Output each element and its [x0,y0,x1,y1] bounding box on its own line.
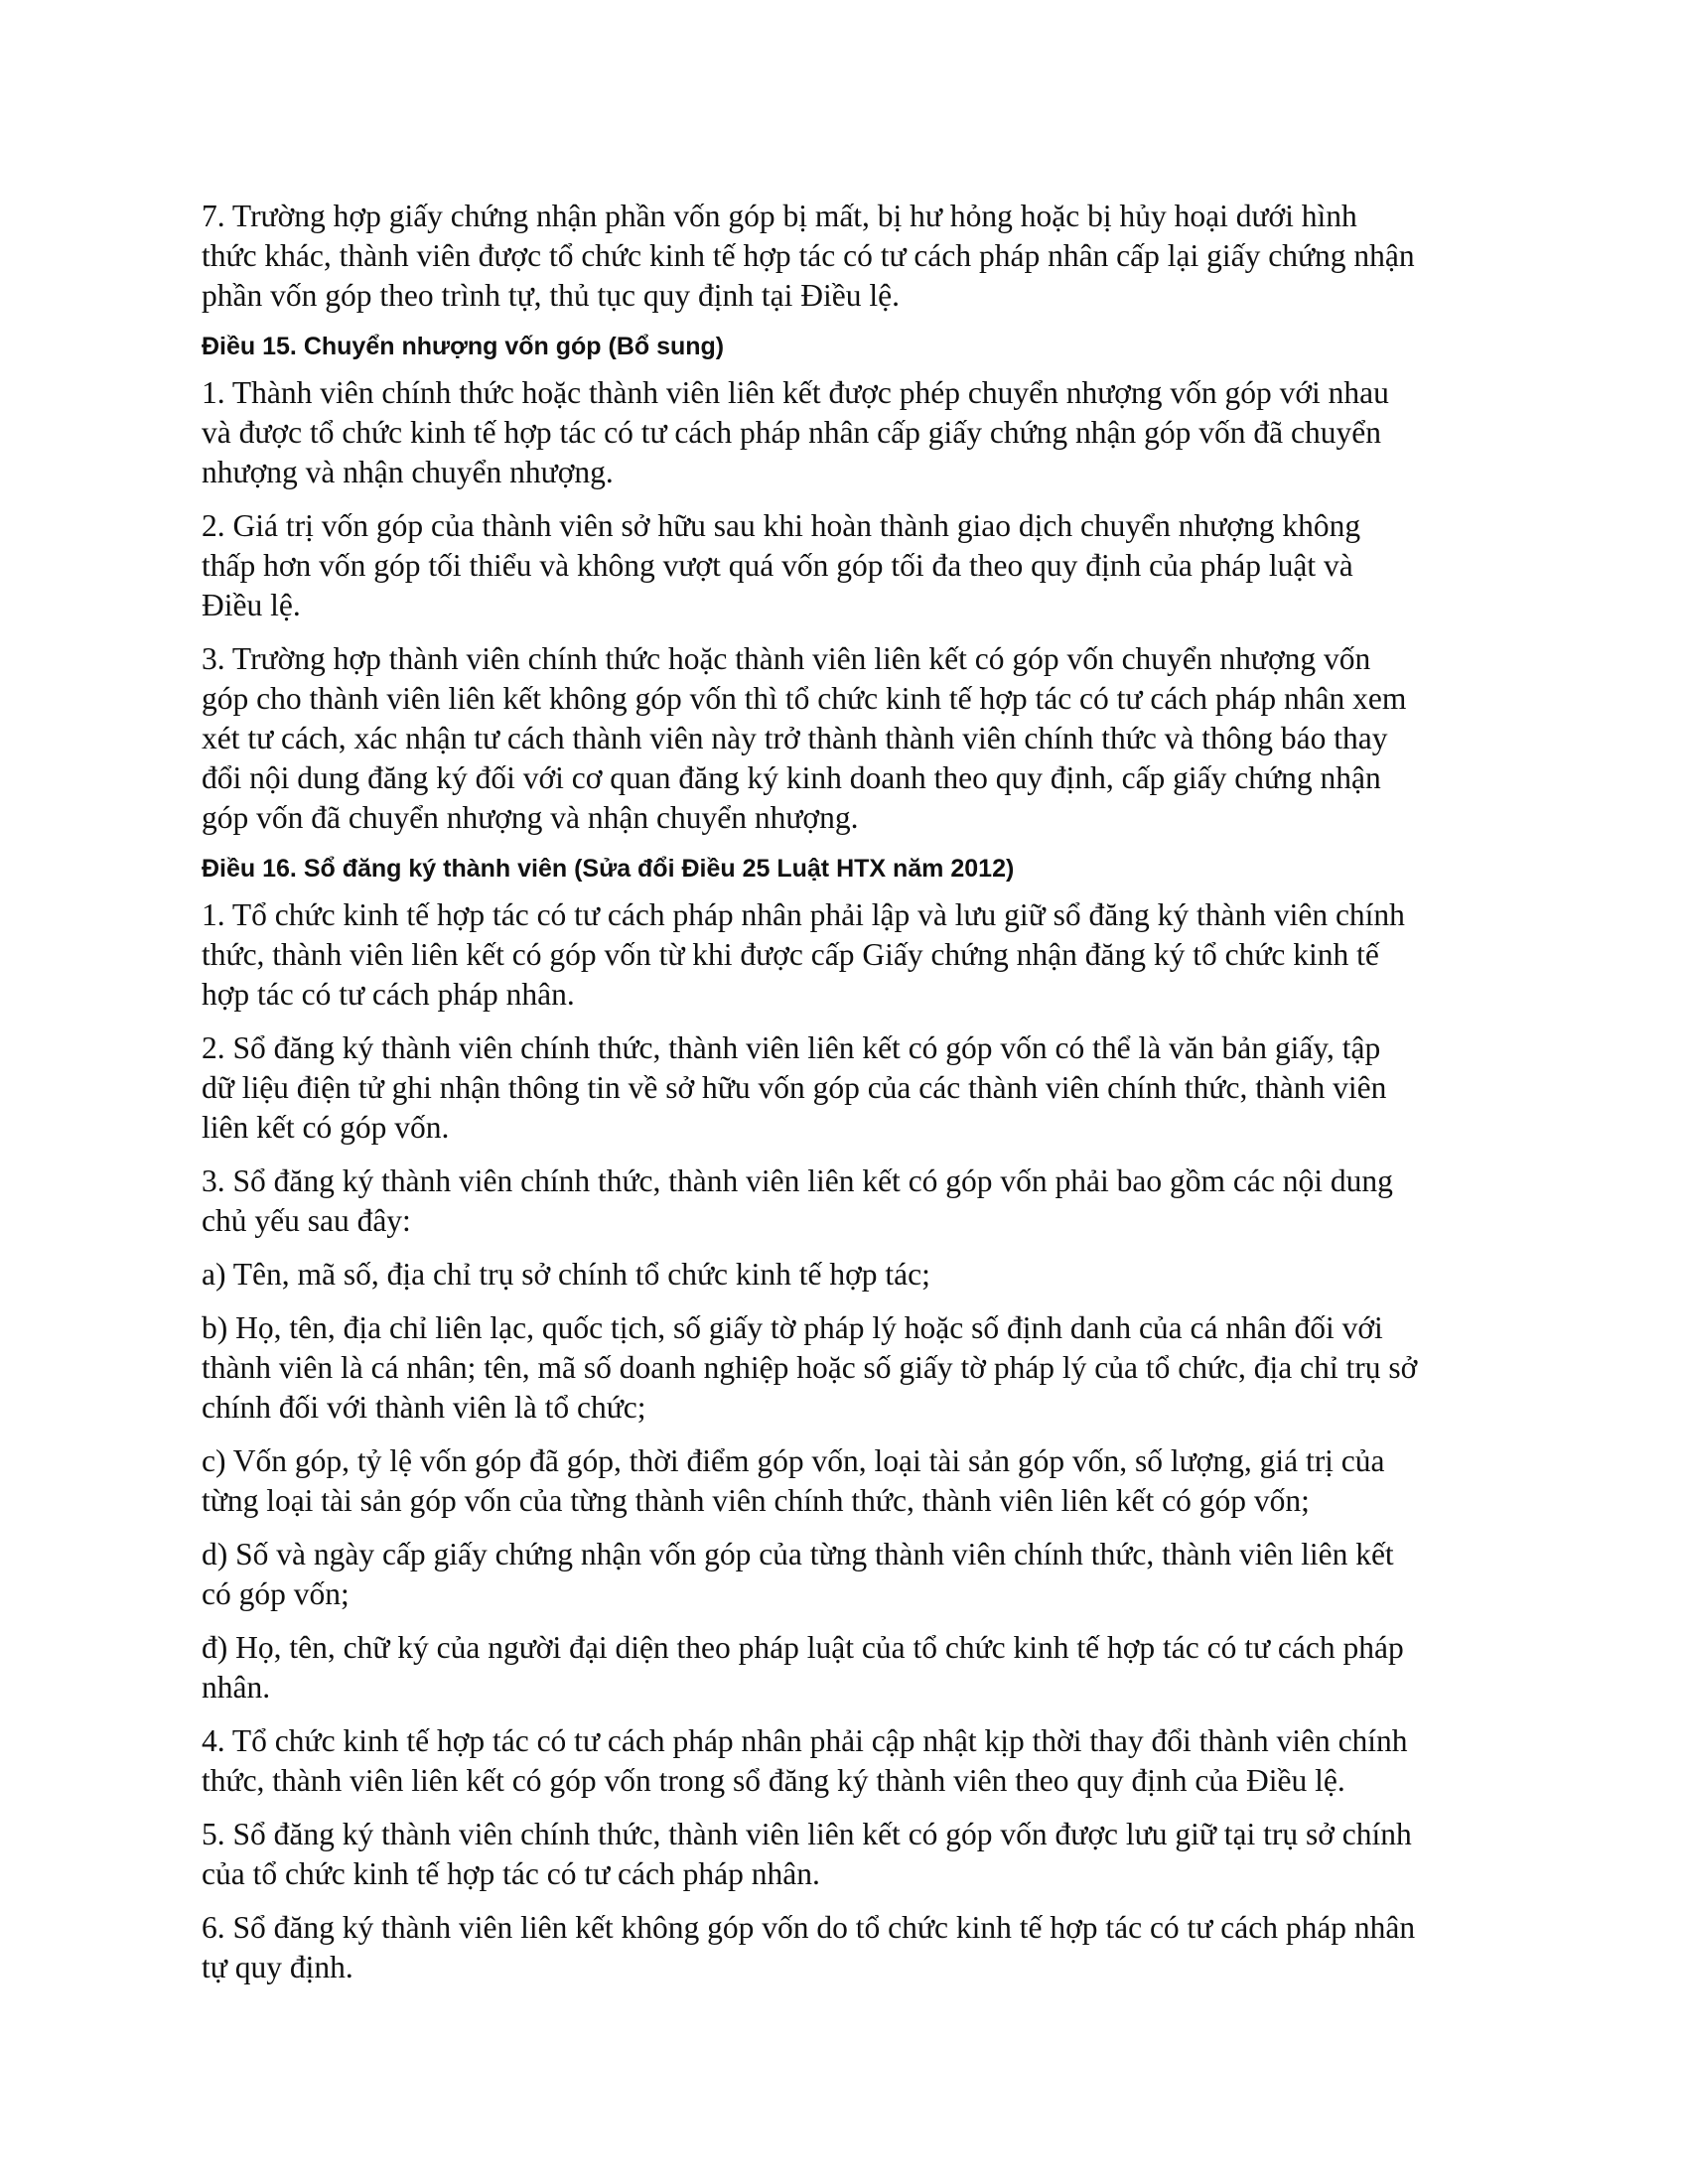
text-line: thức, thành viên liên kết có góp vốn trong sổ đăng ký thành viên theo quy định của Điều lệ. [202,1763,1345,1798]
document-page [202,197,1492,2001]
text-line: c) Vốn góp, tỷ lệ vốn góp đã góp, thời điểm góp vốn, loại tài sản góp vốn, số lượng, giá trị của [202,1443,1385,1478]
article-15-clause-3 [202,639,1492,838]
text-line: góp cho thành viên liên kết không góp vốn thì tổ chức kinh tế hợp tác có tư cách pháp nhân xem [202,681,1407,716]
article-15-heading [202,330,1492,363]
article-16-clause-3 [202,1161,1492,1241]
text-line: từng loại tài sản góp vốn của từng thành viên chính thức, thành viên liên kết có góp vốn; [202,1483,1310,1518]
article-15-clause-2 [202,506,1492,625]
text-line: nhượng và nhận chuyển nhượng. [202,455,614,489]
text-line: thức, thành viên liên kết có góp vốn từ khi được cấp Giấy chứng nhận đăng ký tổ chức kinh tế [202,937,1379,972]
text-line: thành viên là cá nhân; tên, mã số doanh nghiệp hoặc số giấy tờ pháp lý của tổ chức, địa chỉ trụ sở [202,1350,1418,1385]
article-16-clause-3-item-d [202,1535,1492,1614]
article-16-clause-2 [202,1028,1492,1148]
text-line: 4. Tổ chức kinh tế hợp tác có tư cách pháp nhân phải cập nhật kịp thời thay đổi thành viên chính [202,1723,1408,1758]
text-line: đổi nội dung đăng ký đối với cơ quan đăng ký kinh doanh theo quy định, cấp giấy chứng nhận [202,760,1381,795]
text-line: thức khác, thành viên được tổ chức kinh tế hợp tác có tư cách pháp nhân cấp lại giấy chứng nhận [202,238,1415,273]
text-line: 6. Sổ đăng ký thành viên liên kết không góp vốn do tổ chức kinh tế hợp tác có tư cách pháp nhân [202,1910,1416,1945]
text-line: 2. Giá trị vốn góp của thành viên sở hữu sau khi hoàn thành giao dịch chuyển nhượng không [202,508,1361,543]
text-line: liên kết có góp vốn. [202,1110,450,1145]
text-line: chủ yếu sau đây: [202,1203,411,1238]
text-line: nhân. [202,1670,271,1705]
text-line: 2. Sổ đăng ký thành viên chính thức, thành viên liên kết có góp vốn có thể là văn bản giấy, tập [202,1030,1381,1065]
text-line: phần vốn góp theo trình tự, thủ tục quy định tại Điều lệ. [202,278,900,313]
text-line: của tổ chức kinh tế hợp tác có tư cách pháp nhân. [202,1856,820,1891]
text-line: Điều lệ. [202,588,301,622]
heading-text: Điều 16. Sổ đăng ký thành viên (Sửa đổi Điều 25 Luật HTX năm 2012) [202,855,1015,883]
text-line: 7. Trường hợp giấy chứng nhận phần vốn góp bị mất, bị hư hỏng hoặc bị hủy hoại dưới hình [202,199,1357,233]
article-16-clause-5 [202,1815,1492,1894]
text-line: 1. Thành viên chính thức hoặc thành viên liên kết được phép chuyển nhượng vốn góp với nhau [202,375,1389,410]
article-16-clause-3-item-b [202,1308,1492,1428]
text-line: góp vốn đã chuyển nhượng và nhận chuyển nhượng. [202,800,859,835]
text-line: 3. Sổ đăng ký thành viên chính thức, thành viên liên kết có góp vốn phải bao gồm các nội dung [202,1163,1393,1198]
text-line: dữ liệu điện tử ghi nhận thông tin về sở hữu vốn góp của các thành viên chính thức, thành viên [202,1070,1387,1105]
article-15-clause-1 [202,373,1492,492]
text-line: tự quy định. [202,1950,353,1984]
text-line: chính đối với thành viên là tổ chức; [202,1390,646,1425]
article-16-clause-3-item-a [202,1255,1492,1295]
text-line: hợp tác có tư cách pháp nhân. [202,977,575,1012]
text-line: có góp vốn; [202,1576,350,1611]
article-16-clause-6 [202,1908,1492,1987]
text-line: a) Tên, mã số, địa chỉ trụ sở chính tổ chức kinh tế hợp tác; [202,1257,930,1292]
article-16-clause-3-item-dd [202,1628,1492,1707]
text-line: d) Số và ngày cấp giấy chứng nhận vốn góp của từng thành viên chính thức, thành viên liên kết [202,1537,1394,1571]
text-line: 3. Trường hợp thành viên chính thức hoặc thành viên liên kết có góp vốn chuyển nhượng vốn [202,641,1371,676]
text-line: 1. Tổ chức kinh tế hợp tác có tư cách pháp nhân phải lập và lưu giữ sổ đăng ký thành viên chính [202,897,1405,932]
text-line: 5. Sổ đăng ký thành viên chính thức, thành viên liên kết có góp vốn được lưu giữ tại trụ sở chính [202,1817,1412,1851]
article-16-clause-1 [202,895,1492,1015]
article-16-clause-4 [202,1721,1492,1801]
text-line: xét tư cách, xác nhận tư cách thành viên này trở thành thành viên chính thức và thông báo thay [202,721,1388,755]
text-line: đ) Họ, tên, chữ ký của người đại diện theo pháp luật của tổ chức kinh tế hợp tác có tư cách pháp [202,1630,1404,1665]
article-16-heading [202,852,1492,886]
heading-text: Điều 15. Chuyển nhượng vốn góp (Bổ sung) [202,333,725,360]
article-16-clause-3-item-c [202,1441,1492,1521]
text-line: và được tổ chức kinh tế hợp tác có tư cách pháp nhân cấp giấy chứng nhận góp vốn đã chuyển [202,415,1381,450]
text-line: b) Họ, tên, địa chỉ liên lạc, quốc tịch, số giấy tờ pháp lý hoặc số định danh của cá nhân đối với [202,1310,1383,1345]
paragraph-7-certificate-reissue [202,197,1492,316]
text-line: thấp hơn vốn góp tối thiểu và không vượt quá vốn góp tối đa theo quy định của pháp luật và [202,548,1353,583]
